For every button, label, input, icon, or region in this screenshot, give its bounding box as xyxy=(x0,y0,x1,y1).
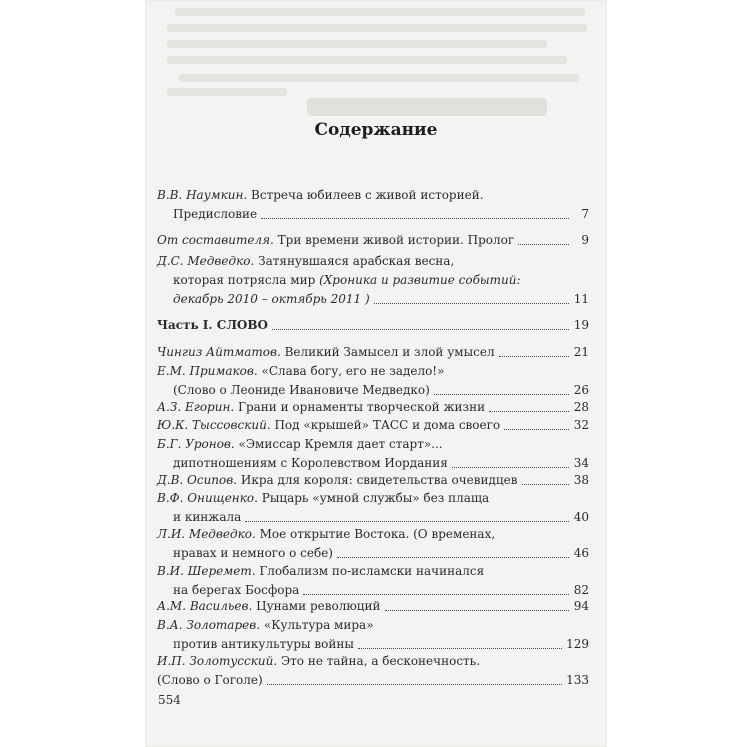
bleed-through-text xyxy=(145,0,607,135)
leader-dots xyxy=(489,398,569,412)
toc-subtitle-cont: декабрь 2010 – октябрь 2011 ) xyxy=(173,292,370,306)
toc-author: Д.С. Медведко xyxy=(157,254,251,268)
leader-dots xyxy=(303,581,569,595)
toc-title-cont: на берегах Босфора xyxy=(173,583,300,597)
toc-page: 38 xyxy=(573,473,589,487)
toc-page: 32 xyxy=(573,418,589,432)
toc-title: . Грани и орнаменты творческой жизни xyxy=(230,400,486,414)
leader-dots xyxy=(358,635,562,649)
toc-page: 7 xyxy=(581,207,589,221)
part-heading: Часть I. СЛОВО xyxy=(157,318,268,332)
leader-dots xyxy=(499,343,569,357)
toc-subtitle: (Хроника и развитие событий: xyxy=(319,273,521,287)
toc-title: . Великий Замысел и злой умысел xyxy=(276,345,495,359)
toc-page: 34 xyxy=(573,456,589,470)
toc-page: 40 xyxy=(573,510,589,524)
leader-dots xyxy=(261,205,569,219)
leader-dots xyxy=(522,471,570,485)
toc-author: Е.М. Примаков xyxy=(157,364,254,378)
leader-dots xyxy=(374,290,569,304)
toc-title: . Мое открытие Востока. (О временах, xyxy=(252,527,496,541)
leader-dots xyxy=(452,454,569,468)
toc-author: От составителя xyxy=(157,233,271,247)
toc-title: . «Эмиссар Кремля дает старт»... xyxy=(230,437,443,451)
toc-title: . Под «крышей» ТАСС и дома своего xyxy=(266,418,501,432)
toc-author: В.И. Шеремет xyxy=(157,564,252,578)
toc-page: 46 xyxy=(573,546,589,560)
toc-title: . Три времени живой истории. Пролог xyxy=(270,233,515,247)
toc-author: Ю.К. Тыссовский xyxy=(157,418,267,432)
toc-title: . Это не тайна, а бесконечность. xyxy=(273,654,481,668)
toc-title: . Рыцарь «умной службы» без плаща xyxy=(254,491,490,505)
toc-title-cont: которая потрясла мир xyxy=(173,273,320,287)
leader-dots xyxy=(267,671,562,685)
leader-dots xyxy=(504,416,569,430)
toc-page: 133 xyxy=(566,673,589,687)
toc-author: Б.Г. Уронов xyxy=(157,437,231,451)
toc-page: 19 xyxy=(573,318,589,332)
toc-author: В.В. Наумкин xyxy=(157,188,244,202)
leader-dots xyxy=(337,544,569,558)
toc-page: 11 xyxy=(573,292,589,306)
toc-author: В.Ф. Онищенко xyxy=(157,491,255,505)
toc-title: . «Культура мира» xyxy=(256,618,374,632)
toc-title: . Встреча юбилеев с живой историей. xyxy=(243,188,484,202)
leader-dots xyxy=(272,316,569,330)
toc-title-cont: дипотношениям с Королевством Иордания xyxy=(173,456,448,470)
toc-page: 94 xyxy=(573,599,589,613)
toc-author: В.А. Золотарев xyxy=(157,618,257,632)
book-page xyxy=(145,0,607,747)
toc-title-cont: (Слово о Леониде Ивановиче Медведко) xyxy=(173,383,430,397)
toc-page: 28 xyxy=(573,400,589,414)
toc-page: 9 xyxy=(581,233,589,247)
toc-title-cont: Предисловие xyxy=(173,207,258,221)
toc-title-cont: (Слово о Гоголе) xyxy=(157,673,263,687)
toc-title: . «Слава богу, его не задело!» xyxy=(253,364,445,378)
toc-page: 26 xyxy=(573,383,589,397)
toc-title-cont: нравах и немного о себе) xyxy=(173,546,333,560)
toc-title: . Затянувшаяся арабская весна, xyxy=(250,254,455,268)
toc-title-cont: против антикультуры войны xyxy=(173,637,354,651)
toc-author: А.М. Васильев xyxy=(157,599,249,613)
page-title: Содержание xyxy=(314,120,438,140)
leader-dots xyxy=(245,508,569,522)
toc-author: А.З. Егорин xyxy=(157,400,231,414)
page-number: 554 xyxy=(158,693,181,707)
toc-page: 129 xyxy=(566,637,589,651)
toc-author: Д.В. Осипов xyxy=(157,473,234,487)
toc-page: 82 xyxy=(573,583,589,597)
toc-author: Л.И. Медведко xyxy=(157,527,252,541)
toc-author: Чингиз Айтматов xyxy=(157,345,277,359)
toc-author: И.П. Золотусский xyxy=(157,654,274,668)
toc-title: . Цунами революций xyxy=(248,599,381,613)
leader-dots xyxy=(518,231,569,245)
leader-dots xyxy=(434,381,569,395)
toc-title: . Глобализм по-исламски начинался xyxy=(251,564,485,578)
toc-title-cont: и кинжала xyxy=(173,510,242,524)
leader-dots xyxy=(385,597,570,611)
toc-title: . Икра для короля: свидетельства очевидцев xyxy=(233,473,518,487)
toc-page: 21 xyxy=(573,345,589,359)
